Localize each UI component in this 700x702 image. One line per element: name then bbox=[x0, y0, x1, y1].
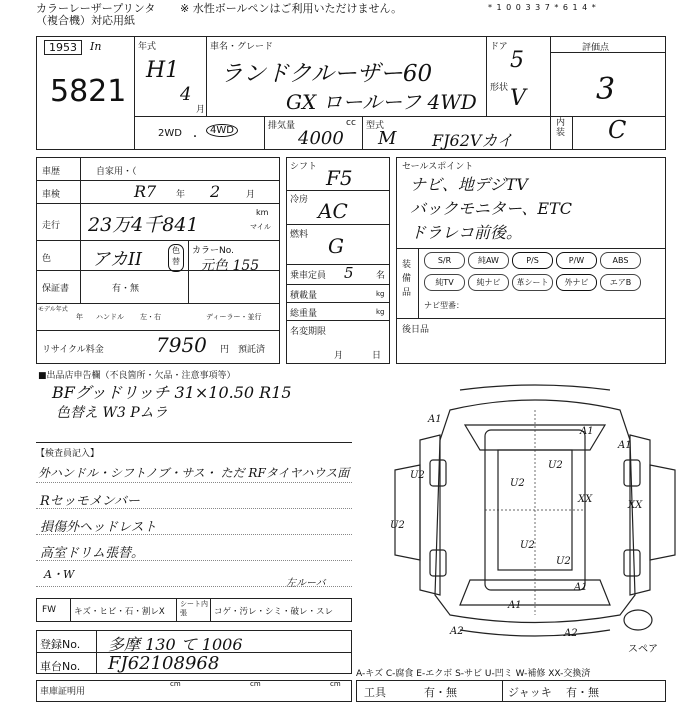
certificate-unit-1: cm bbox=[170, 680, 181, 688]
inspector-line-1: 外ハンドル・シフトノブ・サス・ ただ RFタイヤハウス面 bbox=[38, 466, 350, 480]
warranty-value: 有・無 bbox=[112, 284, 140, 294]
history-value: 自家用・（ bbox=[96, 167, 137, 177]
shape-value: V bbox=[510, 86, 526, 111]
gross-weight-unit: kg bbox=[376, 308, 385, 316]
model-name: ランドクルーザー60 bbox=[220, 61, 433, 87]
recycle-value: 7950 bbox=[156, 333, 207, 357]
damage-legend: A-キズ C-腐食 E-エクボ S-サビ U-凹ミ W-補修 XX-交換済 bbox=[356, 669, 591, 679]
color-value: アカII bbox=[92, 249, 143, 270]
displacement-label: 排気量 bbox=[268, 121, 296, 131]
color-no-label: カラーNo. bbox=[192, 246, 234, 256]
mark-a1-5: A1 bbox=[428, 414, 442, 425]
fuel-value: G bbox=[328, 234, 344, 258]
fw-note: 左ルーバ bbox=[286, 578, 326, 589]
spare-label: スペア bbox=[628, 644, 658, 655]
equip-pw: P/W bbox=[556, 252, 597, 269]
displacement-value: 4000 bbox=[298, 128, 344, 149]
equipment-row-1 bbox=[424, 252, 644, 269]
recycle-unit: 円 bbox=[220, 345, 230, 355]
equip-abs: ABS bbox=[600, 252, 641, 269]
equipment-row-2 bbox=[424, 274, 644, 291]
mark-a2-1: A2 bbox=[450, 626, 464, 637]
sales-point-1: ナビ、地デジTV bbox=[410, 175, 528, 194]
recycle-label: リサイクル料金 bbox=[42, 345, 104, 355]
equip-navi: 純ナビ bbox=[468, 274, 509, 291]
lot-suffix: In bbox=[90, 40, 102, 53]
inspector-line-2: Rセッモメンバー bbox=[40, 494, 140, 509]
chassis-value: FJ62108968 bbox=[108, 653, 220, 674]
mark-u2-6: U2 bbox=[556, 556, 571, 567]
mileage-unit-mile: マイル bbox=[250, 223, 271, 231]
capacity-value: 5 bbox=[344, 264, 354, 282]
reg-deadline-label: 名変期限 bbox=[290, 327, 327, 337]
dealer-label: ディーラー・並行 bbox=[206, 313, 262, 321]
capacity-unit: 名 bbox=[376, 271, 386, 281]
color-label: 色 bbox=[42, 254, 52, 264]
tools-value: 有・無 bbox=[424, 686, 457, 699]
mark-xx-2: XX bbox=[628, 500, 643, 511]
color-change-mark: 色替 bbox=[168, 244, 184, 272]
equipment-label: 装備品 bbox=[402, 260, 412, 298]
year-label: 年式 bbox=[138, 42, 157, 52]
drive-2wd: 2WD bbox=[158, 128, 182, 139]
mark-u2-3: U2 bbox=[548, 460, 563, 471]
equip-aw: 純AW bbox=[468, 252, 509, 269]
declaration-line-2: 色替え W3 Pムラ bbox=[56, 405, 168, 421]
shape-label: 形状 bbox=[490, 83, 509, 93]
model-year-unit: 年 bbox=[76, 313, 83, 321]
later-docs-label: 後日品 bbox=[402, 325, 430, 335]
chassis-label: 車台No. bbox=[40, 660, 81, 673]
mileage-label: 走行 bbox=[42, 221, 61, 231]
equip-ps: P/S bbox=[512, 252, 553, 269]
load-weight-label: 積載量 bbox=[290, 291, 318, 301]
year-month: 4 bbox=[180, 84, 192, 105]
equip-ext-navi: 外ナビ bbox=[556, 274, 597, 291]
capacity-label: 乗車定員 bbox=[290, 271, 327, 281]
mark-u2-2: U2 bbox=[390, 520, 405, 531]
cooling-label: 冷房 bbox=[290, 195, 309, 205]
inspection-month: 2 bbox=[210, 182, 221, 201]
printer-line-1: カラーレーザープリンタ bbox=[36, 2, 156, 15]
handle-label: ハンドル bbox=[96, 313, 124, 321]
interior-label: 内装 bbox=[556, 118, 566, 138]
declaration-line-1: BFグッドリッチ 31×10.50 R15 bbox=[52, 383, 292, 402]
mark-a1-2: A1 bbox=[618, 440, 632, 451]
shift-label: シフト bbox=[290, 162, 318, 172]
pen-notice: ※ 水性ボールペンはご利用いただけません。 bbox=[180, 2, 403, 15]
equip-airbag: エアB bbox=[600, 274, 641, 291]
mark-u2-4: U2 bbox=[520, 540, 535, 551]
inspector-line-3: 損傷外ヘッドレスト bbox=[40, 520, 157, 535]
sales-point-3: ドラレコ前後。 bbox=[410, 223, 523, 242]
year-era: H1 bbox=[146, 58, 180, 83]
printer-line-2: （複合機）対応用紙 bbox=[36, 14, 135, 27]
serial-number: * 1 0 0 3 3 7 * 6 1 4 * bbox=[488, 3, 597, 12]
equip-sr: S/R bbox=[424, 252, 465, 269]
drive-4wd: 4WD bbox=[206, 124, 238, 137]
shift-value: F5 bbox=[326, 166, 353, 190]
mark-a2-2: A2 bbox=[564, 628, 578, 639]
history-label: 車歴 bbox=[42, 167, 61, 177]
equip-tv: 純TV bbox=[424, 274, 465, 291]
fw-items: キズ・ヒビ・石・割レX bbox=[74, 607, 165, 617]
reg-deadline-unit-day: 日 bbox=[372, 351, 382, 361]
tools-label: 工具 bbox=[364, 686, 386, 699]
seat-label: シート内張 bbox=[180, 600, 208, 617]
model-name-label: 車名・グレード bbox=[210, 42, 274, 52]
model-grade: GX ロールーフ 4WD bbox=[286, 90, 477, 114]
mark-u2-5: U2 bbox=[410, 470, 425, 481]
certificate-unit-3: cm bbox=[330, 680, 341, 688]
recycle-status: 預託済 bbox=[238, 345, 266, 355]
mileage-value: 23万4千841 bbox=[88, 214, 199, 236]
doors-value: 5 bbox=[510, 48, 524, 73]
inspector-line-5: A・W bbox=[44, 568, 75, 581]
inspector-line-4: 高室ドリム張替。 bbox=[40, 546, 145, 561]
model-year-label: モデル年式 bbox=[38, 306, 68, 313]
doors-label: ドア bbox=[490, 42, 508, 52]
mark-a1-3: A1 bbox=[508, 600, 522, 611]
load-weight-unit: kg bbox=[376, 290, 385, 298]
jack-label: ジャッキ bbox=[508, 686, 552, 699]
mileage-unit-km: km bbox=[256, 208, 269, 217]
fuel-label: 燃料 bbox=[290, 230, 309, 240]
certificate-unit-2: cm bbox=[250, 680, 261, 688]
sales-points-label: セールスポイント bbox=[402, 162, 474, 172]
model-code-label: 型式 bbox=[366, 121, 385, 131]
mark-xx-1: XX bbox=[578, 494, 593, 505]
certificate-label: 車庫証明用 bbox=[40, 687, 86, 697]
cooling-value: AC bbox=[318, 199, 348, 223]
reg-deadline-unit-month: 月 bbox=[334, 351, 344, 361]
jack-value: 有・無 bbox=[566, 686, 599, 699]
seat-items: コゲ・汚レ・シミ・破レ・スレ bbox=[214, 607, 334, 617]
inspection-label: 車検 bbox=[42, 190, 61, 200]
registration-label: 登録No. bbox=[40, 638, 81, 651]
declarations-label: ■出品店申告欄（不良箇所・欠品・注意事項等） bbox=[38, 371, 236, 381]
mark-u2-1: U2 bbox=[510, 478, 525, 489]
evaluation-value: 3 bbox=[596, 72, 616, 107]
fw-label: FW bbox=[42, 605, 57, 615]
model-code-value: FJ62Vカイ bbox=[432, 131, 513, 150]
handle-value: 左・右 bbox=[140, 313, 161, 321]
equip-leather: 革シート bbox=[512, 274, 553, 291]
gross-weight-label: 総重量 bbox=[290, 309, 318, 319]
inspection-era: R7 bbox=[134, 182, 157, 201]
displacement-unit: cc bbox=[346, 118, 356, 128]
lot-number: 5821 bbox=[50, 74, 127, 109]
evaluation-label: 評価点 bbox=[582, 43, 610, 53]
color-no-value: 元色 155 bbox=[200, 258, 260, 274]
mark-a1-1: A1 bbox=[580, 426, 594, 437]
year-month-unit: 月 bbox=[196, 105, 206, 115]
sales-point-2: バックモニター、ETC bbox=[410, 199, 572, 218]
registration-value: 多摩 130 て 1006 bbox=[108, 635, 243, 654]
inspection-year-unit: 年 bbox=[176, 190, 186, 200]
lot-small-code: 1953 bbox=[44, 40, 82, 55]
warranty-label: 保証書 bbox=[42, 284, 70, 294]
navi-model-label: ナビ型番： bbox=[424, 301, 464, 310]
transmission-type: M bbox=[378, 128, 397, 149]
inspection-month-unit: 月 bbox=[246, 190, 256, 200]
interior-value: C bbox=[608, 116, 627, 144]
inspector-label: 【検査員記入】 bbox=[36, 449, 100, 459]
mark-a1-4: A1 bbox=[574, 582, 588, 593]
